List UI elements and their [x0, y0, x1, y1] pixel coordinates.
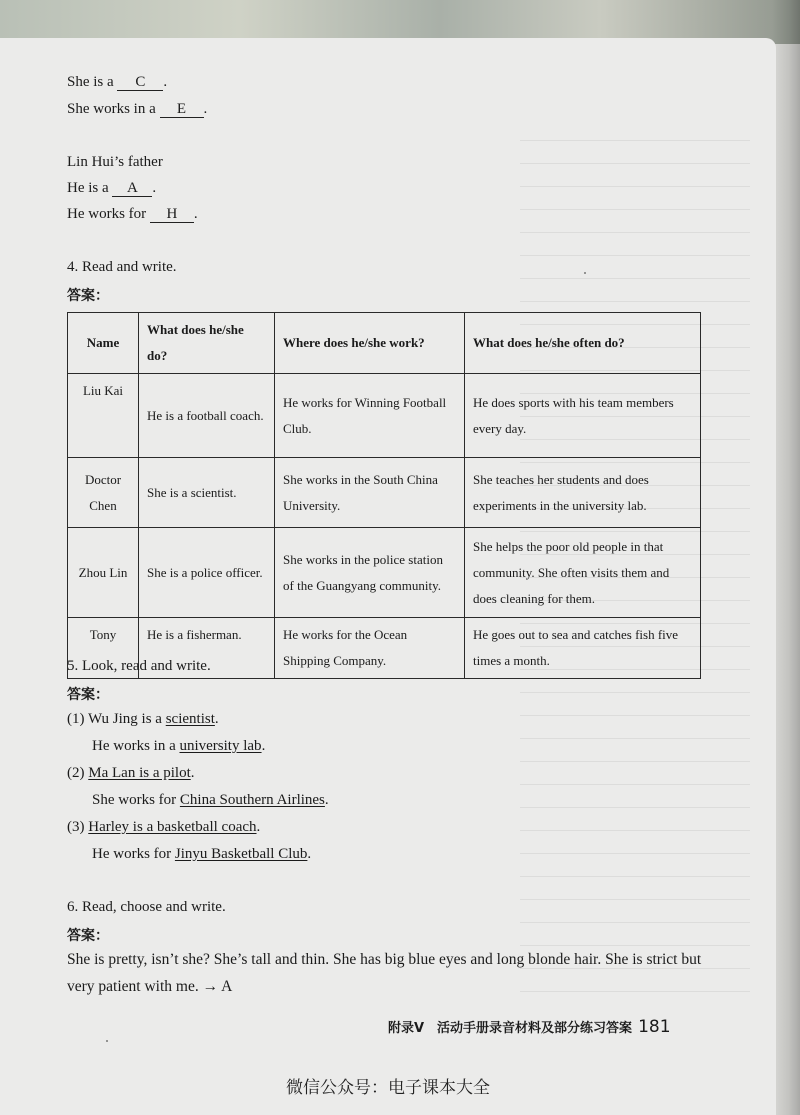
cell-often: He goes out to sea and catches fish five times a month. — [465, 618, 701, 679]
cell-job: She is a scientist. — [139, 458, 275, 528]
watermark-text: 微信公众号：电子课本大全 — [286, 1078, 490, 1098]
answer-label: 答案： — [67, 288, 109, 304]
col-header-name: Name — [68, 313, 139, 374]
cell-place: She works in the police station of the Guangyang community. — [275, 528, 465, 618]
cell-place: She works in the South China University. — [275, 458, 465, 528]
answer-blank: H — [150, 206, 194, 223]
col-header-place: Where does he/she work? — [275, 313, 465, 374]
speck — [106, 1040, 108, 1042]
cell-often: She helps the poor old people in that community. She often visits them and does cleaning for them. — [465, 528, 701, 618]
speck — [584, 272, 586, 274]
list-item: (3) Harley is a basketball coach. — [67, 819, 261, 835]
page-edge-shadow — [772, 0, 800, 1115]
top-line-1: She is a C . — [67, 74, 168, 90]
cell-name: Liu Kai — [68, 374, 139, 458]
answer-label: 答案： — [67, 928, 109, 944]
cell-job: He is a football coach. — [139, 374, 275, 458]
list-item-detail: He works for Jinyu Basketball Club. — [92, 846, 312, 862]
col-header-job: What does he/she do? — [139, 313, 275, 374]
cell-job: He is a fisherman. — [139, 618, 275, 679]
appendix-label: 附录V 活动手册录音材料及部分练习答案 — [388, 1021, 633, 1036]
section-5-title: 5. Look, read and write. — [67, 658, 211, 674]
top-line-2: She works in a E . — [67, 101, 208, 117]
list-item-detail: She works for China Southern Airlines. — [92, 792, 329, 808]
answer-label: 答案： — [67, 687, 109, 703]
section-4-title: 4. Read and write. — [67, 259, 177, 275]
answer-blank: A — [112, 180, 152, 197]
list-item-detail: He works in a university lab. — [92, 738, 266, 754]
page-footer — [388, 1017, 671, 1037]
answer-paragraph: She is pretty, isn’t she? She’s tall and thin. She has big blue eyes and long blonde hair. She is strict but very patient with me. → A — [67, 951, 702, 995]
cell-place: He works for Winning Football Club. — [275, 374, 465, 458]
cell-name: Zhou Lin — [68, 528, 139, 618]
father-line-1: He is a A . — [67, 180, 157, 196]
answer-table — [67, 312, 701, 679]
cell-often: She teaches her students and does experiments in the university lab. — [465, 458, 701, 528]
father-line-2: He works for H . — [67, 206, 198, 222]
cell-job: She is a police officer. — [139, 528, 275, 618]
section-6-title: 6. Read, choose and write. — [67, 899, 226, 915]
table-header-row — [68, 313, 701, 374]
list-item: (1) Wu Jing is a scientist. — [67, 711, 219, 727]
table-row — [68, 528, 701, 618]
cell-name: Doctor Chen — [68, 458, 139, 528]
cell-often: He does sports with his team members every day. — [465, 374, 701, 458]
table-row — [68, 374, 701, 458]
col-header-often: What does he/she often do? — [465, 313, 701, 374]
answer-blank: E — [160, 101, 204, 118]
cell-name: Tony — [68, 618, 139, 679]
answer-blank: C — [117, 74, 163, 91]
person-header: Lin Hui’s father — [67, 154, 163, 170]
cell-place: He works for the Ocean Shipping Company. — [275, 618, 465, 679]
table-row — [68, 458, 701, 528]
page-number: 181 — [638, 1017, 671, 1037]
list-item: (2) Ma Lan is a pilot. — [67, 765, 195, 781]
